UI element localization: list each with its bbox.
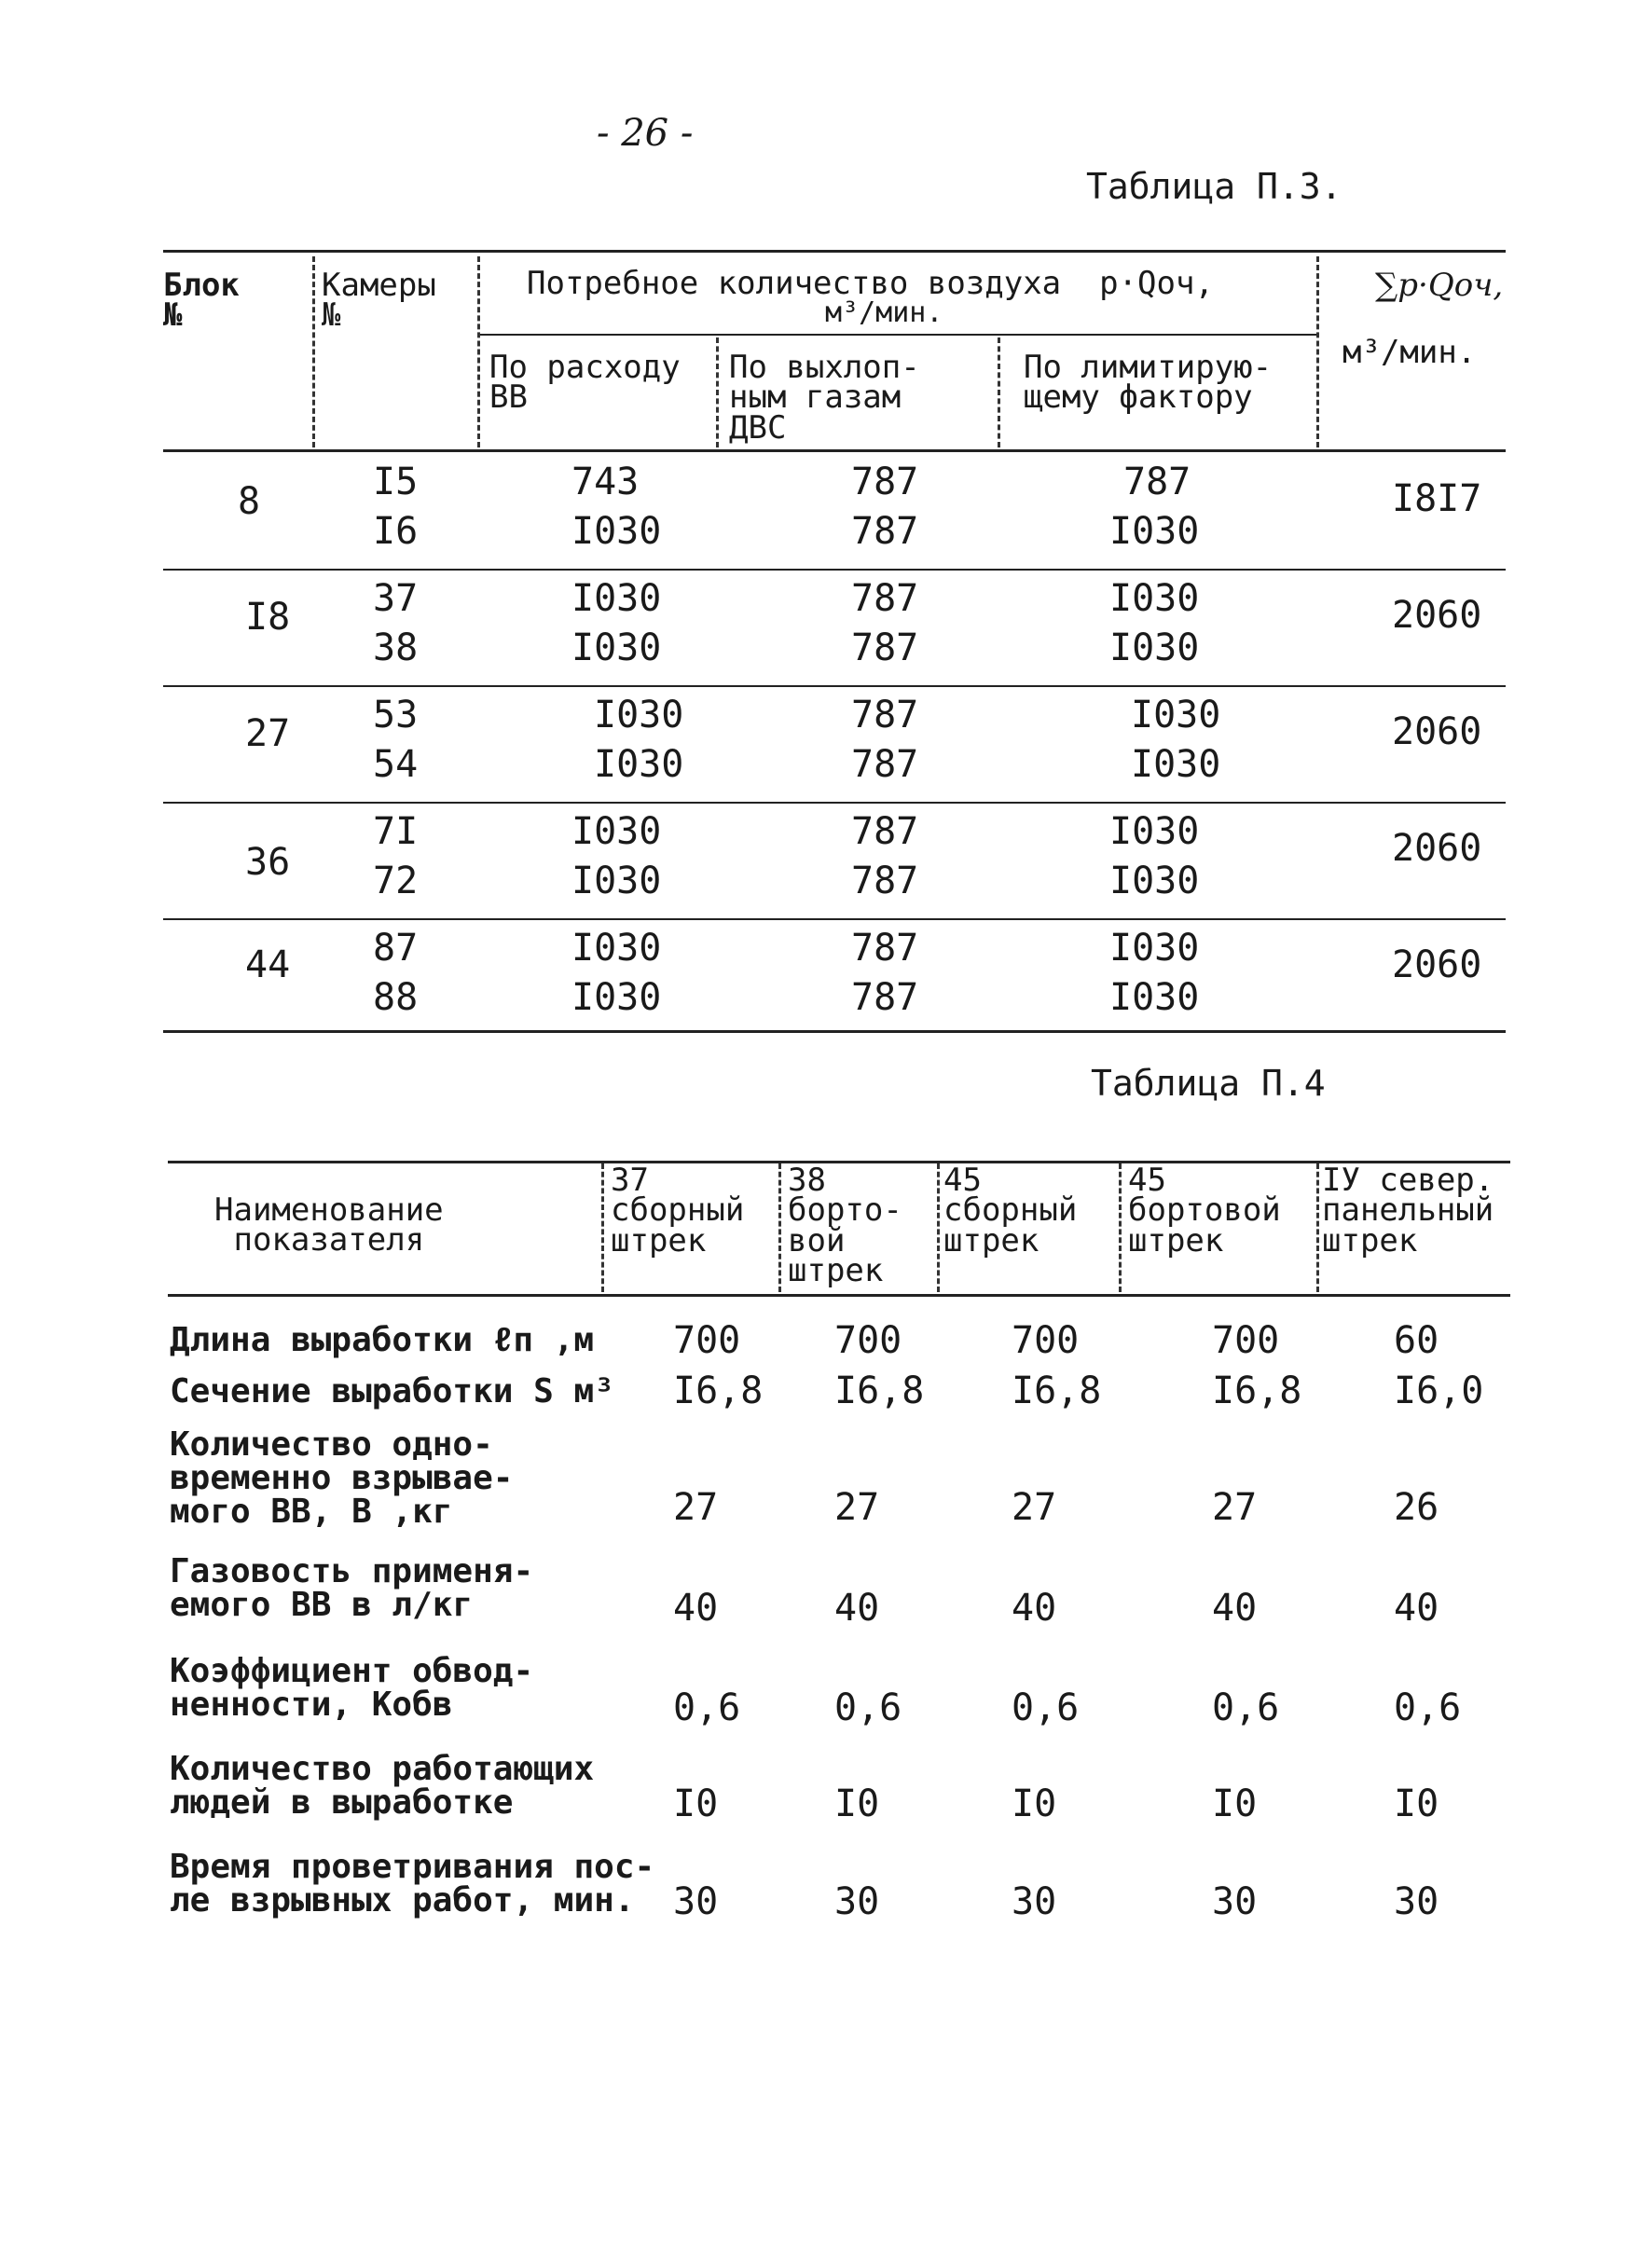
table4-header-col3: 45 сборный штрек <box>943 1162 1078 1259</box>
table4-top-rule <box>168 1161 1510 1163</box>
table3-vv-cell: I030 <box>594 694 684 736</box>
table4-value-cell: 30 <box>673 1880 719 1923</box>
table3-limit-cell: I030 <box>1131 694 1221 736</box>
table3-block-cell: 8 <box>238 480 261 523</box>
table3-limit-cell: I030 <box>1109 976 1200 1019</box>
table3-caption: Таблица П.3. <box>1086 166 1342 207</box>
table4-value-cell: 27 <box>673 1486 719 1529</box>
table3-vv-cell: I030 <box>571 810 662 853</box>
table3-dvs-cell: 787 <box>851 626 919 669</box>
table4-value-cell: I0 <box>1012 1782 1057 1825</box>
table4-row-label: Время проветривания пос- ле взрывных работ, мин. <box>170 1848 655 1920</box>
table3-chamber-cell: 88 <box>373 976 419 1019</box>
table3-limit-cell: I030 <box>1109 927 1200 970</box>
table4-value-cell: 40 <box>834 1587 880 1630</box>
table3-limit-cell: I030 <box>1109 577 1200 620</box>
table3-header-by-limiting: По лимитирую- щему фактору <box>1024 349 1273 417</box>
table4-value-cell: I0 <box>834 1782 880 1825</box>
table4-header-col1: 37 сборный штрек <box>611 1162 745 1259</box>
table3-limit-cell: I030 <box>1109 810 1200 853</box>
table4-col-separator <box>1316 1163 1319 1292</box>
table4-value-cell: I6,8 <box>1212 1369 1302 1412</box>
table4-value-cell: 30 <box>1212 1880 1258 1923</box>
table3-top-rule <box>163 250 1506 253</box>
table3-chamber-cell: 54 <box>373 743 419 786</box>
table4-value-cell: 700 <box>834 1319 902 1362</box>
table3-sum-cell: 2060 <box>1392 827 1482 870</box>
table3-limit-cell: I030 <box>1131 743 1221 786</box>
table4-value-cell: 40 <box>673 1587 719 1630</box>
table3-col-separator <box>998 337 1000 447</box>
table3-header-required-air: Потребное количество воздуха p·Qоч, <box>527 265 1214 302</box>
table3-dvs-cell: 787 <box>851 510 919 553</box>
table3-dvs-cell: 787 <box>851 577 919 620</box>
table4-value-cell: I0 <box>1394 1782 1439 1825</box>
table3-header-by-exhaust: По выхлоп- ным газам ДВС <box>729 349 920 447</box>
table4-row-label: Коэффициент обвод- ненности, Кобв <box>170 1652 534 1724</box>
table3-limit-cell: I030 <box>1109 860 1200 902</box>
table3-vv-cell: I030 <box>594 743 684 786</box>
table4-caption: Таблица П.4 <box>1091 1063 1326 1104</box>
table4-col-separator <box>601 1163 604 1292</box>
table3-dvs-cell: 787 <box>851 461 919 503</box>
table3-header-by-explosive: По расходу ВВ <box>489 349 681 417</box>
table3-chamber-cell: I6 <box>373 510 419 553</box>
table3-header-rule <box>163 449 1506 452</box>
table3-dvs-cell: 787 <box>851 976 919 1019</box>
table4-row-label: Количество одно- временно взрывае- мого ВВ, В ,кг <box>170 1425 514 1531</box>
table4-value-cell: I6,8 <box>834 1369 925 1412</box>
table3-vv-cell: 743 <box>571 461 640 503</box>
table3-header-chambers: Камеры № <box>322 267 436 335</box>
table3-dvs-cell: 787 <box>851 810 919 853</box>
table3-group-rule <box>163 685 1506 687</box>
table3-vv-cell: I030 <box>571 927 662 970</box>
table3-chamber-cell: 72 <box>373 860 419 902</box>
table4-value-cell: 40 <box>1012 1587 1057 1630</box>
table4-value-cell: 0,6 <box>1212 1686 1280 1729</box>
table3-chamber-cell: 38 <box>373 626 419 669</box>
table4-value-cell: 0,6 <box>673 1686 741 1729</box>
table4-row-label: Количество работающих людей в выработке <box>170 1750 595 1822</box>
table3-subheader-rule <box>477 334 1316 336</box>
table3-group-rule <box>163 918 1506 920</box>
table3-col-separator <box>1316 256 1319 447</box>
table3-sum-cell: 2060 <box>1392 943 1482 986</box>
table3-chamber-cell: 87 <box>373 927 419 970</box>
table4-value-cell: I6,8 <box>673 1369 764 1412</box>
table3-col-separator <box>716 337 719 447</box>
page-number: - 26 - <box>597 112 694 155</box>
table3-vv-cell: I030 <box>571 860 662 902</box>
table3-vv-cell: I030 <box>571 626 662 669</box>
table4-header-rule <box>168 1294 1510 1297</box>
table3-header-required-air-units: м³/мин. <box>825 296 943 329</box>
table3-sum-cell: 2060 <box>1392 710 1482 753</box>
table4-header-col2: 38 борто- вой штрек <box>788 1162 902 1289</box>
table3-vv-cell: I030 <box>571 577 662 620</box>
table3-dvs-cell: 787 <box>851 860 919 902</box>
table3-group-rule <box>163 569 1506 571</box>
table3-bottom-rule <box>163 1030 1506 1033</box>
table4-header-name: Наименование показателя <box>214 1191 444 1259</box>
table4-header-col5: IУ север. панельный штрек <box>1322 1162 1494 1259</box>
table4-value-cell: 0,6 <box>834 1686 902 1729</box>
table4-col-separator <box>1119 1163 1122 1292</box>
table3-vv-cell: I030 <box>571 976 662 1019</box>
table3-block-cell: I8 <box>245 596 291 639</box>
table4-value-cell: I0 <box>1212 1782 1258 1825</box>
table3-group-rule <box>163 802 1506 804</box>
table4-value-cell: 27 <box>1012 1486 1057 1529</box>
table3-block-cell: 27 <box>245 712 291 755</box>
table4-value-cell: 27 <box>1212 1486 1258 1529</box>
table3-limit-cell: 787 <box>1123 461 1191 503</box>
table3-header-sum: ∑p·Qоч, <box>1375 267 1504 304</box>
table3-col-separator <box>477 256 480 447</box>
table4-row-label: Сечение выработки S м³ <box>170 1372 614 1411</box>
table3-vv-cell: I030 <box>571 510 662 553</box>
table3-header-block: Блок № <box>163 267 240 335</box>
table4-value-cell: 26 <box>1394 1486 1439 1529</box>
table4-value-cell: 0,6 <box>1012 1686 1080 1729</box>
table3-chamber-cell: 53 <box>373 694 419 736</box>
table4-value-cell: 700 <box>673 1319 741 1362</box>
table4-value-cell: 60 <box>1394 1319 1439 1362</box>
table4-value-cell: 700 <box>1212 1319 1280 1362</box>
table3-dvs-cell: 787 <box>851 694 919 736</box>
table3-chamber-cell: 7I <box>373 810 419 853</box>
table4-value-cell: I6,8 <box>1012 1369 1102 1412</box>
table3-limit-cell: I030 <box>1109 626 1200 669</box>
table3-sum-cell: 2060 <box>1392 594 1482 637</box>
table4-value-cell: 30 <box>834 1880 880 1923</box>
table4-row-label: Длина выработки ℓп ,м <box>170 1321 595 1359</box>
table3-dvs-cell: 787 <box>851 743 919 786</box>
table3-chamber-cell: 37 <box>373 577 419 620</box>
table4-header-col4: 45 бортовой штрек <box>1128 1162 1281 1259</box>
table4-value-cell: 30 <box>1394 1880 1439 1923</box>
table4-value-cell: 40 <box>1394 1587 1439 1630</box>
table3-dvs-cell: 787 <box>851 927 919 970</box>
table3-chamber-cell: I5 <box>373 461 419 503</box>
table4-col-separator <box>778 1163 781 1292</box>
table3-block-cell: 36 <box>245 841 291 884</box>
table4-col-separator <box>937 1163 940 1292</box>
table4-value-cell: 30 <box>1012 1880 1057 1923</box>
table3-block-cell: 44 <box>245 943 291 986</box>
table3-col-separator <box>312 256 315 447</box>
table4-value-cell: 40 <box>1212 1587 1258 1630</box>
table4-value-cell: I0 <box>673 1782 719 1825</box>
table3-limit-cell: I030 <box>1109 510 1200 553</box>
table4-value-cell: 0,6 <box>1394 1686 1462 1729</box>
table4-row-label: Газовость применя- емого ВВ в л/кг <box>170 1552 534 1624</box>
table4-value-cell: 700 <box>1012 1319 1080 1362</box>
table3-sum-cell: I8I7 <box>1392 477 1482 520</box>
table4-value-cell: 27 <box>834 1486 880 1529</box>
table3-header-sum-units: м³/мин. <box>1342 334 1477 371</box>
table4-value-cell: I6,0 <box>1394 1369 1484 1412</box>
